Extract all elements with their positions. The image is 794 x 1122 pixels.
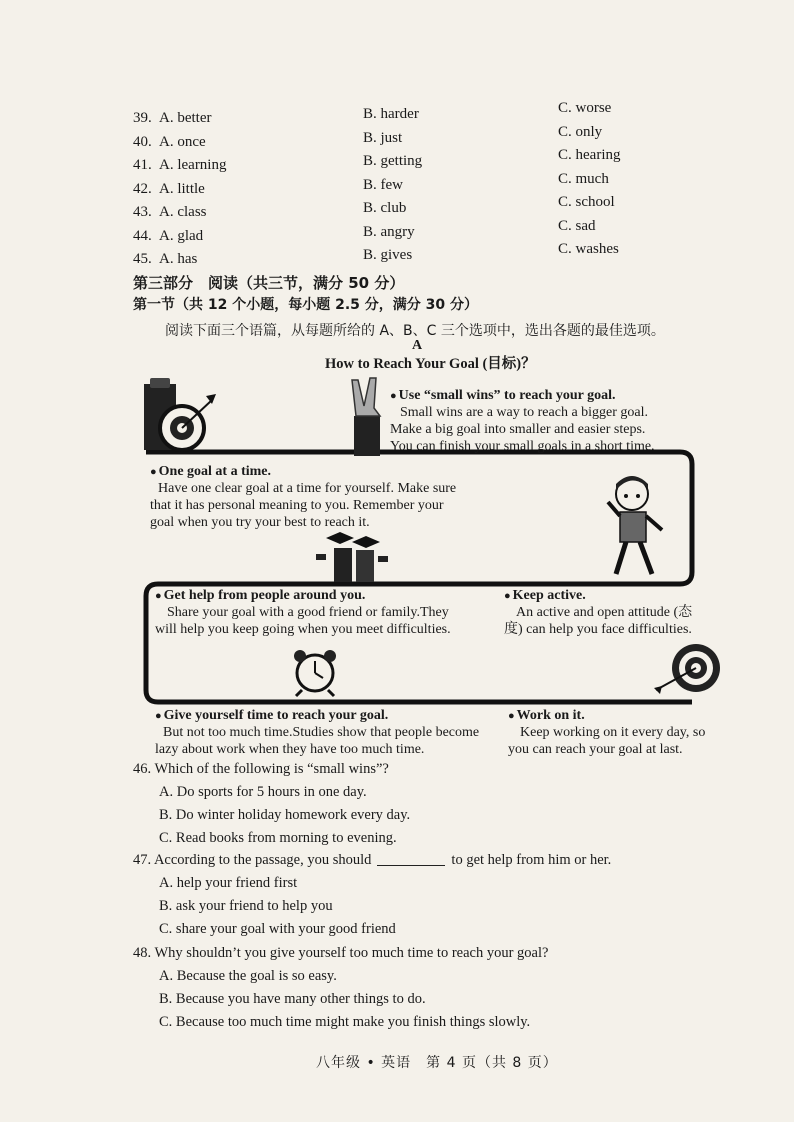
option: B. Do winter holiday homework every day. [159,807,411,823]
bullet-icon: ● [155,710,162,722]
tip-work-on-it [508,708,705,758]
tip-one-goal [150,464,456,531]
tip-line: Keep working on it every day, so [520,725,706,740]
question-stem: 48. Why shouldn’t you give yourself too much time to reach your goal? [133,945,549,961]
choice-option: B. angry [363,223,415,240]
option: C. Because too much time might make you finish things slowly. [159,1014,531,1030]
tip-heading: One goal at a time. [158,464,272,479]
tip-line: goal when you try your best to reach it. [150,515,370,530]
choice-option: A. learning [159,157,227,173]
bullet-icon: ● [390,390,397,402]
tip-line: you can reach your goal at last. [508,742,683,757]
question-stem-after: to get help from him or her. [451,852,612,868]
question-number: 41. [133,157,152,173]
tip-line: that it has personal meaning to you. Remember your [150,498,444,513]
question-number: 44. [133,227,152,244]
tip-keep-active [504,588,692,638]
tip-line: You can finish your small goals in a short time. [390,439,655,454]
question-number: 45. [133,251,152,267]
alarm-clock-icon [290,648,340,698]
choice-option: A. better [159,110,212,126]
question-stem-before: 47. According to the passage, you should [133,852,372,868]
question-stem: 46. Which of the following is “small wins”? [133,761,389,777]
answer-blank [377,865,445,866]
tip-small-wins [390,388,655,455]
tip-line: Make a big goal into smaller and easier steps. [390,422,646,437]
bullet-icon: ● [150,466,157,478]
clipboard-dartboard-icon [140,376,220,454]
choice-option: C. sad [558,217,596,234]
choice-option: B. club [363,200,407,216]
tip-heading: Work on it. [516,708,585,723]
option: A. help your friend first [159,875,298,891]
tip-line: Small wins are a way to reach a bigger goal. [400,405,649,420]
part3-title: 第三部分 阅读（共三节，满分 50 分） [133,274,405,292]
target-arrow-icon [650,638,722,698]
option: A. Because the goal is so easy. [159,968,337,984]
tip-line: lazy about work when they have too much time. [155,742,425,757]
bullet-icon: ● [504,590,511,602]
question-number: 43. [133,204,152,220]
choice-option: B. just [363,129,403,146]
option: B. Because you have many other things to do. [159,991,426,1007]
bullet-icon: ● [508,710,515,722]
tip-line: will help you keep going when you meet difficulties. [155,622,451,637]
choice-option: C. worse [558,100,612,116]
choice-option: C. only [558,123,603,140]
choice-option: B. few [363,176,403,193]
question-number: 39. [133,110,152,126]
tip-heading: Give yourself time to reach your goal. [163,708,389,723]
question-47 [133,852,611,938]
choice-option: C. much [558,170,609,187]
choice-option: C. washes [558,241,619,257]
choice-option: B. gives [363,247,413,263]
tip-get-help [155,588,451,638]
tip-line: Share your goal with a good friend or family.They [167,605,449,620]
instruction: 阅读下面三个语篇，从每题所给的 A、B、C 三个选项中，选出各题的最佳选项。 [165,323,665,339]
choice-option: A. class [159,204,207,220]
option: A. Do sports for 5 hours in one day. [159,784,367,800]
boy-figure-icon [604,474,670,582]
tip-heading: Get help from people around you. [163,588,366,603]
tip-line: An active and open attitude (态 [516,605,693,620]
option: B. ask your friend to help you [159,898,333,914]
choice-option: A. little [159,180,205,197]
section1-title: 第一节（共 12 个小题，每小题 2.5 分，满分 30 分） [133,297,479,313]
choice-option: B. harder [363,106,419,122]
tip-line: 度) can help you face difficulties. [504,622,692,637]
option: C. share your goal with your good friend [159,921,396,937]
choice-option: C. school [558,194,615,210]
option: C. Read books from morning to evening. [159,830,397,846]
question-48 [133,945,548,1031]
page-footer: 八年级 • 英语 第 4 页（共 8 页） [316,1055,558,1071]
tip-line: But not too much time.Studies show that people become [163,725,480,740]
passage-label: A [412,338,423,353]
tip-line: Have one clear goal at a time for yourself. Make sure [158,481,457,496]
question-number: 42. [133,180,152,197]
choice-option: C. hearing [558,147,621,163]
choice-option: A. once [159,133,206,150]
question-46 [133,761,410,847]
choice-option: B. getting [363,153,423,169]
choice-option: A. has [159,251,198,267]
victory-hand-icon [344,376,390,456]
choice-option: A. glad [159,227,204,244]
passage-title: How to Reach Your Goal (目标)？ [325,356,536,372]
tip-heading: Use “small wins” to reach your goal. [398,388,616,403]
bullet-icon: ● [155,590,162,602]
tip-give-time [155,708,479,758]
question-number: 40. [133,133,152,150]
tip-heading: Keep active. [512,588,586,603]
graduates-icon [312,530,392,582]
